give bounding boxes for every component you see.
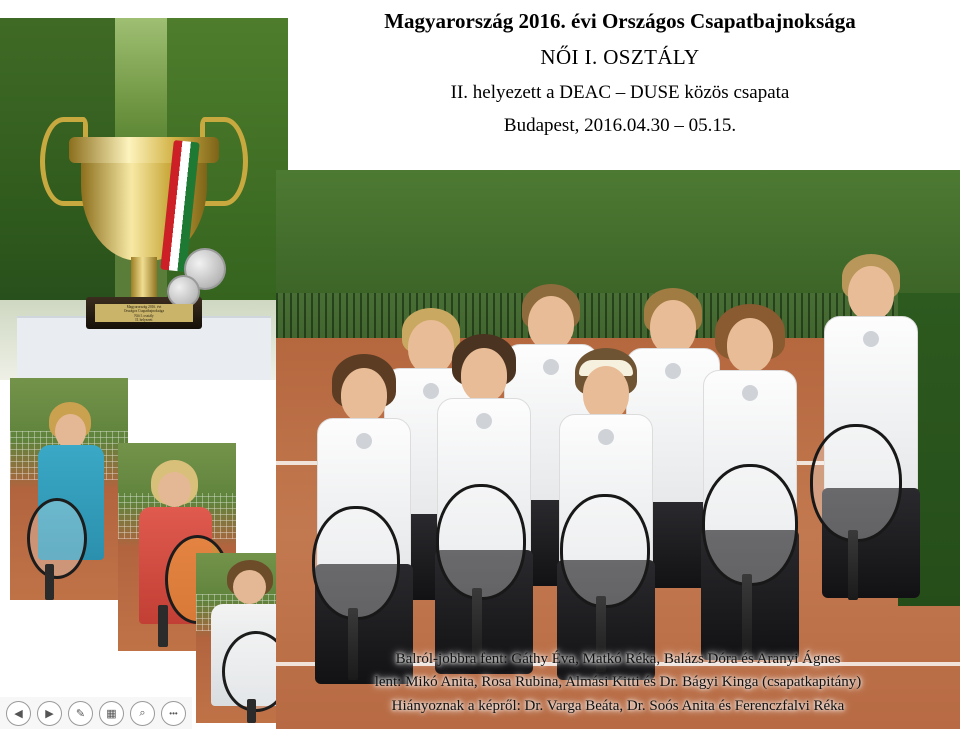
header-subtitle-date: Budapest, 2016.04.30 – 05.15. <box>503 115 737 137</box>
player-back-4 <box>816 254 926 684</box>
page-title: Magyarország 2016. évi Országos Csapatbajnoksága <box>384 9 856 33</box>
player-front-2-racket <box>436 484 526 600</box>
player-back-4-racket-handle <box>848 530 858 600</box>
portrait1-racket-handle <box>45 564 53 600</box>
trophy-cup-stem <box>131 257 157 297</box>
portrait1-head <box>55 414 86 450</box>
player-front-2-logo <box>476 413 492 429</box>
photo-caption <box>276 648 960 718</box>
caption-line-missing: Hiányoznak a képről: Dr. Varga Beáta, Dr. Soós Anita és Ferenczfalvi Réka <box>391 697 845 714</box>
caption-line-bottom-row: lent: Mikó Anita, Rosa Rubina, Almási Kitti és Dr. Bágyi Kinga (csapatkapitány) <box>374 674 862 691</box>
portrait2-racket-handle <box>158 605 167 647</box>
more-options-button[interactable]: ••• <box>161 701 186 726</box>
trophy-plaque <box>95 304 193 322</box>
player-front-4-logo <box>742 385 758 401</box>
header-text-block <box>290 8 950 148</box>
player-back-4-logo <box>863 331 879 347</box>
previous-button[interactable]: ◀ <box>6 701 31 726</box>
play-button[interactable]: ▶ <box>37 701 62 726</box>
header-subtitle-placement: II. helyezett a DEAC – DUSE közös csapata <box>450 81 790 103</box>
player-front-1-racket <box>312 506 400 620</box>
pages-button[interactable]: ▦ <box>99 701 124 726</box>
player-front-3 <box>548 344 664 684</box>
player-back-4-head <box>848 266 894 320</box>
player-front-2-head <box>461 348 507 402</box>
player-front-3-logo <box>598 429 614 445</box>
player-front-3-racket <box>560 494 650 608</box>
portrait1-racket <box>27 498 87 579</box>
player-front-3-head <box>583 366 629 420</box>
viewer-toolbar[interactable] <box>0 697 192 729</box>
caption-line-top-row: Balról-jobbra fent: Gáthy Éva, Matkó Réka, Balázs Dóra és Aranyi Ágnes <box>395 651 841 667</box>
trophy-medal-2 <box>167 275 200 308</box>
player-back-3-logo <box>665 363 681 379</box>
header-subtitle-class: NŐI I. OSZTÁLY <box>540 45 700 70</box>
plaque-line-4: II. helyezett <box>135 318 153 323</box>
player-back-4-racket <box>810 424 902 542</box>
pen-button[interactable]: ✎ <box>68 701 93 726</box>
portrait3-racket-handle <box>247 699 257 723</box>
player-front-4-captain <box>688 304 812 684</box>
player-front-1-logo <box>356 433 372 449</box>
plaque-line-1: Magyarország 2016. évi <box>126 305 162 309</box>
player-front-4-head <box>727 318 773 372</box>
player-front-1 <box>306 354 422 684</box>
team-photo <box>276 170 960 729</box>
plaque-line-2: Országos Csapatbajnoksága <box>123 309 165 314</box>
player-front-2 <box>426 334 542 684</box>
player-front-4-racket <box>702 464 798 586</box>
player-front-1-head <box>341 368 387 422</box>
plaque-line-3: Női I. osztály <box>134 313 154 318</box>
player-front-4-racket-handle <box>742 574 752 658</box>
zoom-button[interactable]: ⌕ <box>130 701 155 726</box>
trophy-photo <box>0 18 288 380</box>
portrait-photo-1 <box>10 378 128 600</box>
